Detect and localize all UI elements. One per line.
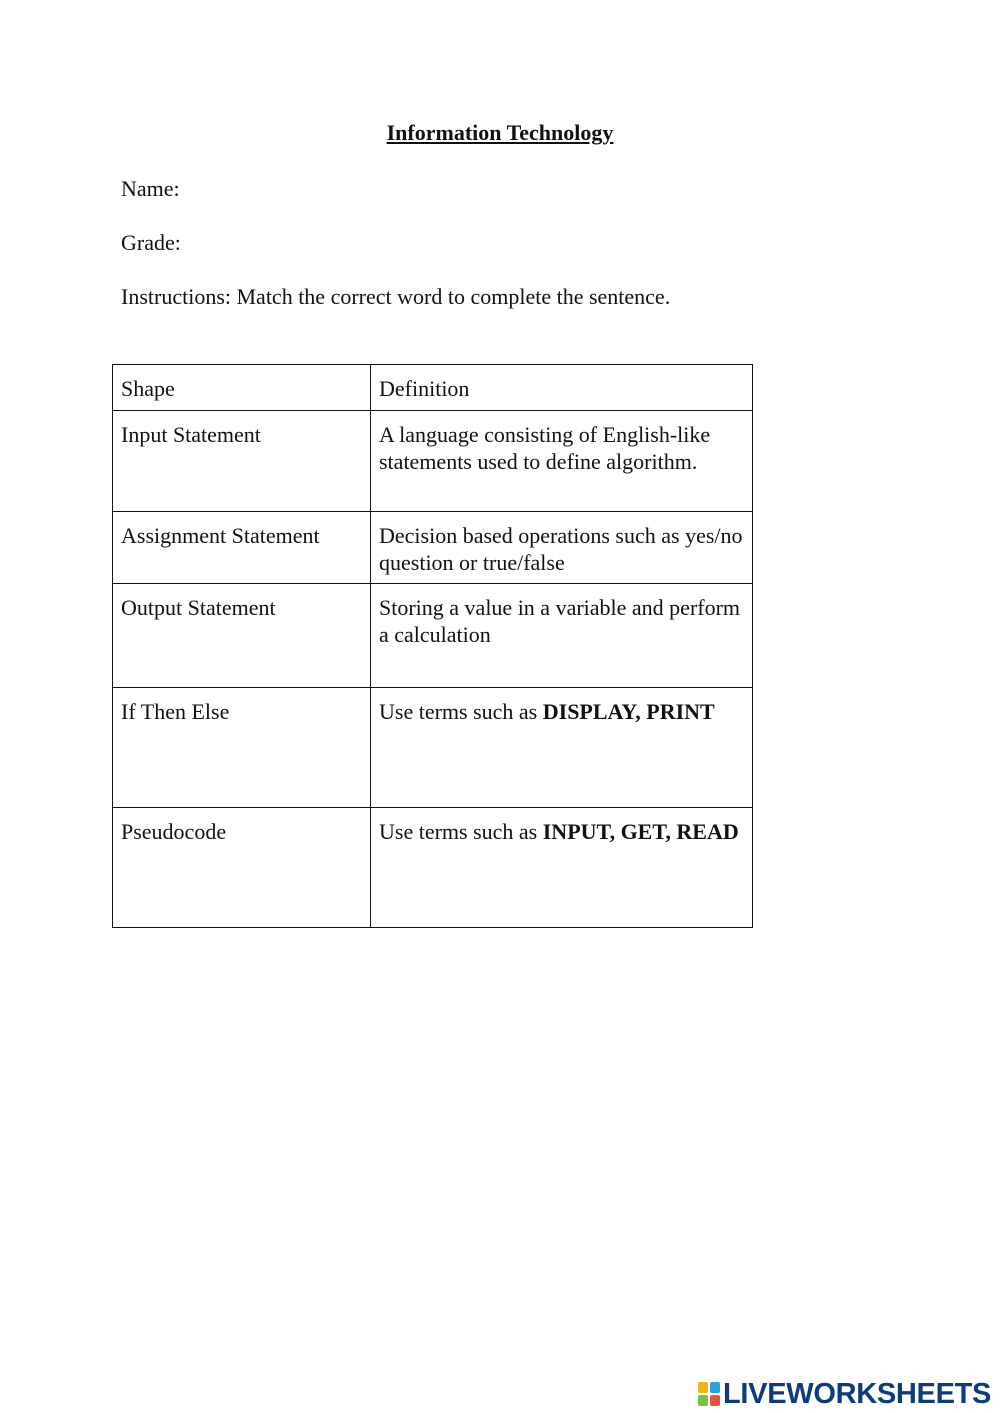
table-row <box>113 512 753 584</box>
definition-text: Use terms such as <box>379 699 543 724</box>
definition-text: A language consisting of English-like statements used to define algorithm. <box>379 422 711 474</box>
shape-cell: Output Statement <box>113 584 371 688</box>
table-header-row <box>113 365 753 411</box>
document-title: Information Technology <box>386 120 614 145</box>
definition-text: Use terms such as <box>379 819 543 844</box>
shape-cell: Input Statement <box>113 411 371 512</box>
table-row <box>113 411 753 512</box>
name-label: Name: <box>121 176 180 201</box>
shape-cell: Pseudocode <box>113 808 371 928</box>
definition-cell <box>371 512 753 584</box>
liveworksheets-logo[interactable] <box>698 1378 991 1410</box>
definition-keywords: INPUT, GET, READ <box>542 819 739 844</box>
definition-text: Decision based operations such as yes/no question or true/false <box>379 523 743 575</box>
definition-cell <box>371 411 753 512</box>
grade-label: Grade: <box>121 230 181 255</box>
definition-text: Storing a value in a variable and perform a calculation <box>379 595 741 647</box>
shape-cell: Assignment Statement <box>113 512 371 584</box>
header-shape: Shape <box>113 365 371 411</box>
liveworksheets-logo-icon <box>698 1382 720 1406</box>
table-row <box>113 808 753 928</box>
definition-keywords: DISPLAY, PRINT <box>542 699 715 724</box>
header-definition: Definition <box>371 365 753 411</box>
shape-cell: If Then Else <box>113 688 371 808</box>
table-row <box>113 688 753 808</box>
definition-cell <box>371 688 753 808</box>
definition-cell <box>371 808 753 928</box>
instructions-text: Instructions: Match the correct word to complete the sentence. <box>121 284 671 309</box>
table-row <box>113 584 753 688</box>
matching-table <box>112 364 753 928</box>
liveworksheets-logo-text: LIVEWORKSHEETS <box>723 1377 992 1410</box>
definition-cell <box>371 584 753 688</box>
